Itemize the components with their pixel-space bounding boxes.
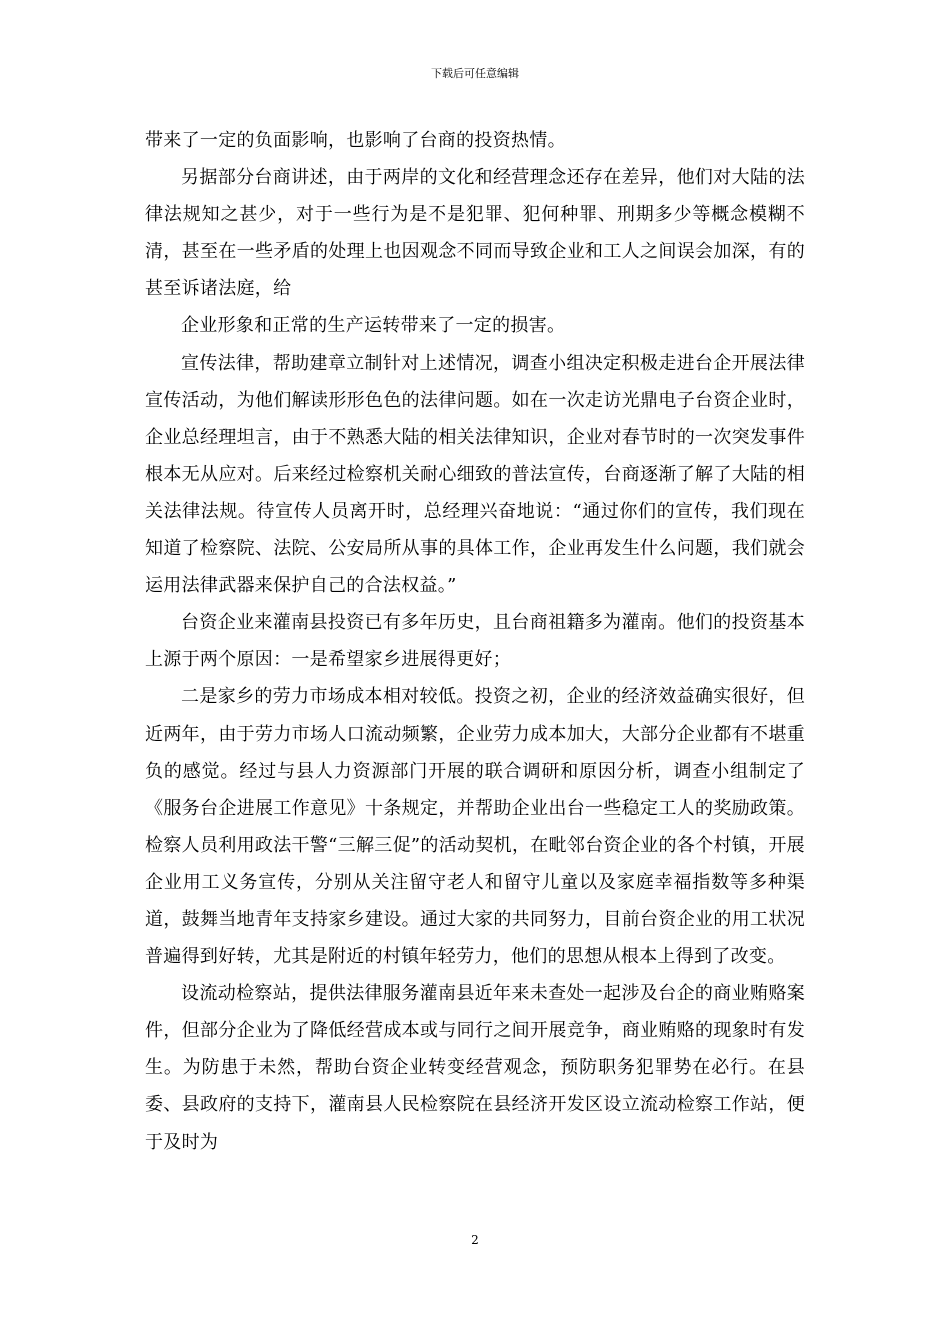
paragraph-4: 宣传法律，帮助建章立制针对上述情况，调查小组决定积极走进台企开展法律宣传活动，为他们解读形形色色的法律问题。如在一次走访光鼎电子台资企业时，企业总经理坦言，由于不熟悉大陆的相关法律知识，企业对春节时的一次突发事件根本无从应对。后来经过检察机关耐心细致的普法宣传，台商逐渐了解了大陆的相关法律法规。待宣传人员离开时，总经理兴奋地说：“通过你们的宣传，我们现在知道了检察院、法院、公安局所从事的具体工作，企业再发生什么问题，我们就会运用法律武器来保护自己的合法权益。” xyxy=(145,352,805,597)
page-number: 2 xyxy=(471,1233,479,1247)
paragraph-3: 企业形象和正常的生产运转带来了一定的损害。 xyxy=(181,315,566,337)
paragraph-7: 设流动检察站，提供法律服务灌南县近年来未查处一起涉及台企的商业贿赂案件，但部分企业为了降低经营成本或与同行之间开展竞争，商业贿赂的现象时有发生。为防患于未然，帮助台资企业转变经营观念，预防职务犯罪势在必行。在县委、县政府的支持下，灌南县人民检察院在县经济开发区设立流动检察工作站，便于及时为 xyxy=(145,983,805,1153)
paragraph-6: 二是家乡的劳力市场成本相对较低。投资之初，企业的经济效益确实很好，但近两年，由于劳力市场人口流动频繁，企业劳力成本加大，大部分企业都有不堪重负的感觉。经过与县人力资源部门开展的联合调研和原因分析，调查小组制定了《服务台企进展工作意见》十条规定，并帮助企业出台一些稳定工人的奖励政策。检察人员利用政法干警“三解三促”的活动契机，在毗邻台资企业的各个村镇，开展企业用工义务宣传，分别从关注留守老人和留守儿童以及家庭幸福指数等多种渠道，鼓舞当地青年支持家乡建设。通过大家的共同努力，目前台资企业的用工状况普遍得到好转，尤其是附近的村镇年轻劳力，他们的思想从根本上得到了改变。 xyxy=(145,686,805,968)
paragraph-2: 另据部分台商讲述，由于两岸的文化和经营理念还存在差异，他们对大陆的法律法规知之甚少，对于一些行为是不是犯罪、犯何种罪、刑期多少等概念模糊不清，甚至在一些矛盾的处理上也因观念不同而导致企业和工人之间误会加深，有的甚至诉诸法庭，给 xyxy=(145,167,805,300)
paragraph-5: 台资企业来灌南县投资已有多年历史，且台商祖籍多为灌南。他们的投资基本上源于两个原因：一是希望家乡进展得更好； xyxy=(145,612,805,671)
page-header: 下载后可任意编辑 xyxy=(431,67,519,80)
paragraph-1: 带来了一定的负面影响，也影响了台商的投资热情。 xyxy=(145,130,566,151)
document-body xyxy=(145,122,805,1161)
